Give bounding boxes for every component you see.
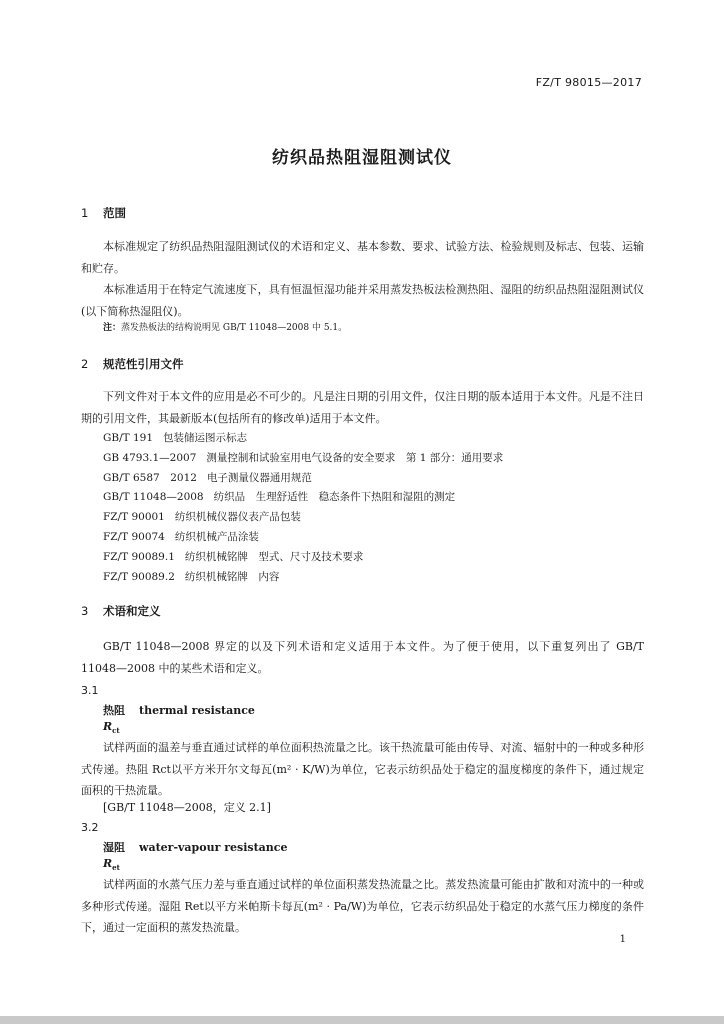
document-title: 纺织品热阻湿阻测试仪 — [272, 148, 452, 168]
term-source: [GB/T 11048—2008，定义 2.1] — [103, 801, 271, 814]
symbol-subscript: ct — [112, 726, 120, 736]
section-number: 2 — [81, 357, 89, 371]
section-number: 3 — [81, 604, 89, 618]
reference-name: 纺织品 生理舒适性 稳态条件下热阻和湿阻的测定 — [213, 491, 456, 504]
term-english: water-vapour resistance — [139, 841, 288, 854]
reference-code: GB/T 191 — [103, 432, 154, 444]
reference-item — [103, 449, 503, 469]
normative-references-intro: 下列文件对于本文件的应用是必不可少的。凡是注日期的引用文件，仅注日期的版本适用于本文件。凡是不注日期的引用文件，其最新版本(包括所有的修改单)适用于本文件。 — [81, 390, 644, 425]
reference-item — [103, 488, 503, 508]
term-english: thermal resistance — [139, 704, 255, 717]
section-number: 1 — [81, 206, 89, 220]
reference-name: 测量控制和试验室用电气设备的安全要求 第 1 部分：通用要求 — [206, 451, 504, 464]
term-symbol — [103, 857, 120, 872]
scope-note — [103, 320, 347, 333]
reference-list — [103, 429, 503, 587]
reference-code: GB/T 11048—2008 — [103, 491, 204, 504]
clause-number: 3.2 — [81, 821, 99, 834]
scope-paragraph-2: 本标准适用于在特定气流速度下，具有恒温恒湿功能并采用蒸发热板法检测热阻、湿阻的纺织品热阻湿阻测试仪(以下简称热湿阻仪)。 — [81, 283, 644, 318]
term-chinese: 湿阻 — [103, 841, 125, 854]
reference-name: 纺织机械产品涂装 — [174, 530, 259, 543]
reference-name: 纺织机械铭牌 型式、尺寸及技术要求 — [184, 550, 364, 563]
reference-item — [103, 469, 503, 489]
page-bottom-edge — [0, 1016, 724, 1024]
section-1-heading — [81, 205, 126, 221]
term-definition: 试样两面的水蒸气压力差与垂直通过试样的单位面积蒸发热流量之比。蒸发热流量可能由扩散和对流中的一种或多种形式传递。湿阻 Ret以平方米帕斯卡每瓦(m² · Pa/W)为单位，它表示纺织品处于稳定的水蒸气压力梯度的条件下，通过一定面积的蒸发热流量。 — [81, 878, 644, 934]
terms-intro: GB/T 11048—2008 界定的以及下列术语和定义适用于本文件。为了便于使用，以下重复列出了 GB/T 11048—2008 中的某些术语和定义。 — [81, 640, 644, 675]
term-definition: 试样两面的温差与垂直通过试样的单位面积热流量之比。该干热流量可能由传导、对流、辐射中的一种或多种形式传递。热阻 Rct以平方米开尔文每瓦(m² · K/W)为单位，它表示纺织品处于稳定的温度梯度的条件下，通过规定面积的干热流量。 — [81, 741, 644, 797]
reference-name: 纺织机械铭牌 内容 — [184, 570, 280, 583]
scope-paragraph-1: 本标准规定了纺织品热阻湿阻测试仪的术语和定义、基本参数、要求、试验方法、检验规则及标志、包装、运输和贮存。 — [81, 240, 644, 275]
note-text: 蒸发热板法的结构说明见 GB/T 11048—2008 中 5.1。 — [121, 323, 348, 333]
reference-name: 纺织机械仪器仪表产品包装 — [174, 511, 301, 524]
reference-item — [103, 528, 503, 548]
term-chinese: 热阻 — [103, 704, 125, 717]
term-heading — [103, 839, 287, 855]
reference-item — [103, 568, 503, 588]
symbol-subscript: et — [112, 863, 120, 873]
section-title: 规范性引用文件 — [103, 357, 184, 371]
reference-code: FZ/T 90089.1 — [103, 550, 175, 563]
reference-code: GB/T 6587 2012 — [103, 471, 197, 484]
reference-code: FZ/T 90089.2 — [103, 570, 175, 583]
reference-name: 电子测量仪器通用规范 — [206, 471, 312, 484]
reference-item — [103, 429, 503, 449]
symbol-main: R — [103, 857, 113, 870]
reference-code: FZ/T 90001 — [103, 511, 165, 524]
section-title: 范围 — [103, 206, 126, 220]
section-title: 术语和定义 — [103, 604, 161, 618]
section-2-heading — [81, 356, 184, 372]
symbol-main: R — [103, 720, 113, 733]
section-3-heading — [81, 603, 161, 619]
term-heading — [103, 702, 255, 718]
reference-item — [103, 508, 503, 528]
reference-code: FZ/T 90074 — [103, 530, 165, 543]
standard-code: FZ/T 98015—2017 — [535, 76, 642, 89]
term-symbol — [103, 720, 120, 735]
clause-number: 3.1 — [81, 684, 99, 697]
reference-item — [103, 548, 503, 568]
page-number: 1 — [619, 934, 626, 945]
note-label: 注： — [103, 323, 122, 333]
reference-name: 包装储运图示标志 — [163, 432, 248, 444]
reference-code: GB 4793.1—2007 — [103, 451, 197, 464]
